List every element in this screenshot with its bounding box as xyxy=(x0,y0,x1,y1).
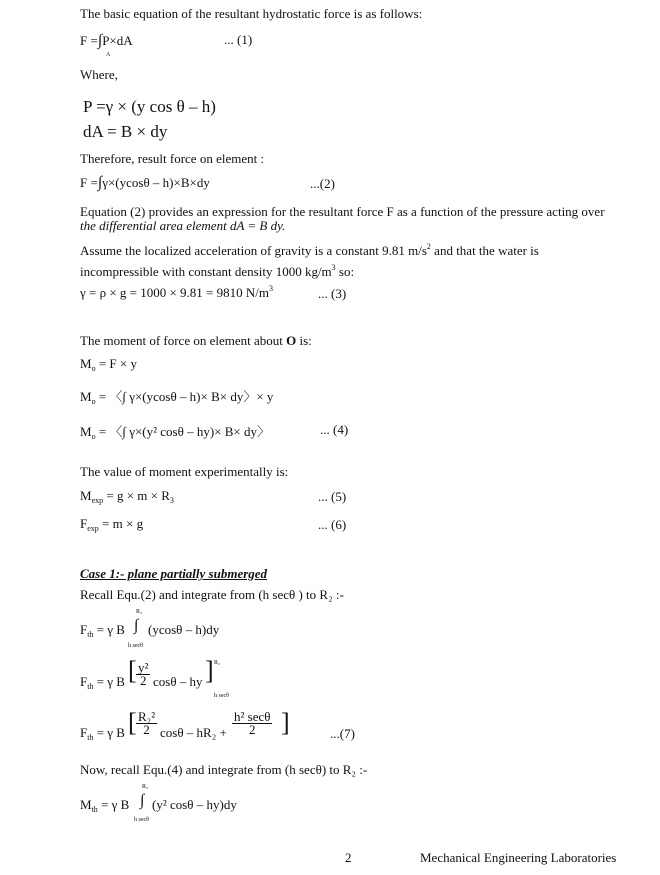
equation-fth-3-mid: cosθ – hR₂ + xyxy=(160,725,227,740)
therefore-text: Therefore, result force on element : xyxy=(80,151,265,166)
equation-2-ref: ...(2) xyxy=(310,176,335,191)
fraction: $\frac{\text{y²}}{2}$ xyxy=(138,660,149,688)
equation-fth-2-body: cosθ – hy xyxy=(153,674,203,689)
equation-fth-1: $F_{th} = \gamma$ B xyxy=(80,622,125,639)
integral-limit: A xyxy=(106,52,111,58)
lower-limit: h secθ xyxy=(128,643,144,649)
equation-3: γ = ρ × g = 1000 × 9.81 = 9810 $N/m^3$ xyxy=(80,284,274,300)
equation-1: F =∫P×dA xyxy=(80,32,133,49)
right-bracket: ] xyxy=(205,656,214,685)
equation-area: dA = B × dy xyxy=(83,122,168,141)
upper-limit: R₂ xyxy=(214,660,221,666)
lower-limit: h secθ xyxy=(134,817,150,823)
integral-sign: ∫ xyxy=(134,617,139,634)
equation-5-ref: ... (5) xyxy=(318,489,347,504)
recall-2-text: Now, recall Equ.(4) and integrate from (h secθ) to R₂ :- xyxy=(80,762,368,777)
integral-sign: ∫ xyxy=(97,32,103,49)
lower-limit: h secθ xyxy=(214,693,230,699)
equation-fth-1-body: (ycosθ – h)dy xyxy=(148,622,220,637)
paragraph-line: the differential area element dA = B dy. xyxy=(80,218,286,233)
equation-mth-body: (y² cosθ – hy)dy xyxy=(152,797,237,812)
intro-text: The basic equation of the resultant hydrostatic force is as follows: xyxy=(80,6,423,21)
moment-intro: The moment of force on element about O is: xyxy=(80,333,312,348)
upper-limit: R₂ xyxy=(142,784,149,790)
assume-line-2: incompressible with constant density 1000 $kg/m^3$ so: xyxy=(80,263,355,279)
recall-1-text: Recall Equ.(2) and integrate from (h secθ ) to R₂ :- xyxy=(80,587,344,602)
equation-6: $F_{exp} = m \times g$ xyxy=(80,516,144,533)
paragraph-line: Equation (2) provides an expression for the resultant force F as a function of the pressure acting over xyxy=(80,204,605,219)
footer-lab-name: Mechanical Engineering Laboratories xyxy=(420,850,617,865)
page-number: 2 xyxy=(345,850,352,865)
fraction: $\frac{\text{h² secθ}}{2}$ xyxy=(234,709,271,737)
equation-moment-1: $M_o = F \times y$ xyxy=(80,356,137,373)
equation-5: $M_{exp} = g \times m \times R_3$ xyxy=(80,488,174,505)
equation-6-ref: ... (6) xyxy=(318,517,347,532)
equation-3-ref: ... (3) xyxy=(318,286,347,301)
equation-moment-3: $M_o$ = 〈∫ γ×(y² cosθ – hy)× B× dy〉 xyxy=(80,424,270,441)
equation-mth: $M_{th} = \gamma$ B xyxy=(80,797,130,814)
left-bracket: [ xyxy=(128,656,137,685)
equation-4-ref: ... (4) xyxy=(320,422,349,437)
where-text: Where, xyxy=(80,67,118,82)
right-bracket: ] xyxy=(281,708,290,737)
equation-moment-2: $M_o$ = 〈∫ γ×(ycosθ – h)× B× dy〉× y xyxy=(80,389,274,406)
equation-2: F =∫γ×(ycosθ – h)×B×dy xyxy=(80,174,210,191)
experimental-intro: The value of moment experimentally is: xyxy=(80,464,289,479)
equation-7-ref: ...(7) xyxy=(330,726,355,741)
equation-1-ref: ... (1) xyxy=(224,32,253,47)
fraction: $\frac{\text{R₂²}}{2}$ xyxy=(138,709,156,737)
case-1-heading: Case 1:- plane partially submerged xyxy=(80,566,268,581)
integral-sign: ∫ xyxy=(140,792,145,809)
left-bracket: [ xyxy=(128,708,137,737)
equation-pressure: P =γ × (y cos θ – h) xyxy=(83,97,216,116)
upper-limit: R₂ xyxy=(136,609,143,615)
assume-line-1: Assume the localized acceleration of gravity is a constant 9.81 $m/s^2$ and that the water is xyxy=(80,242,539,258)
equation-fth-2: $F_{th} = \gamma$ B xyxy=(80,674,125,691)
equation-fth-3: $F_{th} = \gamma$ B xyxy=(80,725,125,742)
